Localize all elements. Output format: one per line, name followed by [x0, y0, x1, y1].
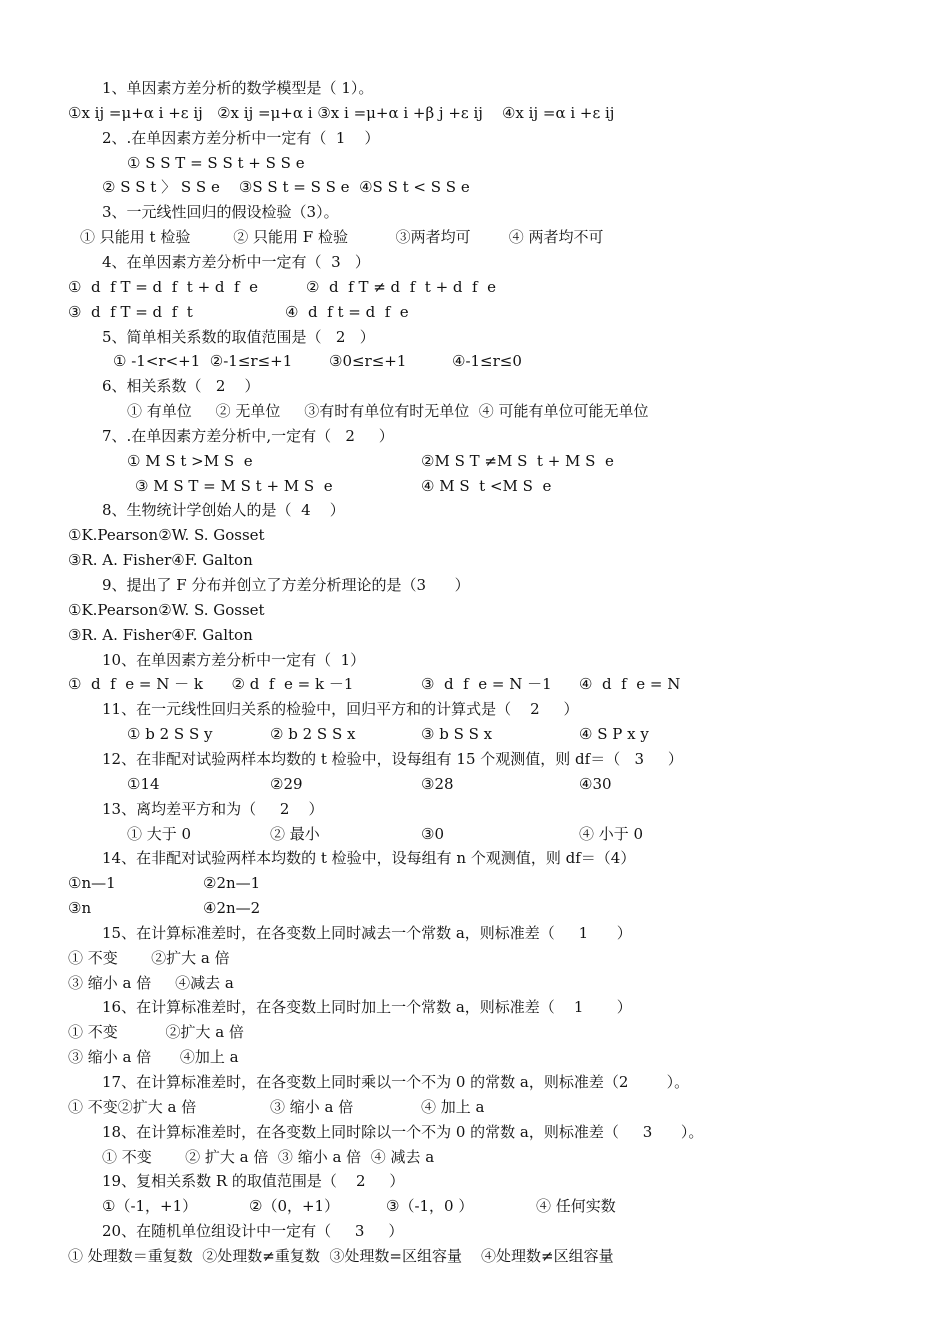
text-line: [0, 349, 950, 373]
text-segment: ④ S P x y: [579, 725, 649, 744]
text-segment: 2、.在单因素方差分析中一定有（ 1 ）: [102, 128, 380, 147]
text-line: [0, 871, 950, 895]
text-line: [0, 1095, 950, 1119]
text-line: [0, 1194, 950, 1218]
text-line: [0, 1045, 950, 1069]
text-segment: 13、离均差平方和为（ 2 ）: [102, 799, 324, 818]
text-segment: ② d f T ≠ d f t + d f e: [306, 277, 497, 296]
text-segment: 20、在随机单位组设计中一定有（ 3 ）: [102, 1222, 404, 1241]
text-line: [0, 325, 950, 349]
text-segment: 10、在单因素方差分析中一定有（ 1）: [102, 650, 366, 669]
text-line: [0, 797, 950, 821]
text-line: [0, 250, 950, 274]
text-line: [0, 498, 950, 522]
text-segment: ① 大于 0: [127, 824, 192, 843]
text-line: [0, 275, 950, 299]
text-line: [0, 399, 950, 423]
text-segment: 5、简单相关系数的取值范围是（ 2 ）: [102, 327, 375, 346]
text-line: [0, 424, 950, 448]
text-segment: ①（-1，+1）: [102, 1197, 198, 1216]
text-line: [0, 225, 950, 249]
text-segment: ② b 2 S S x: [270, 725, 356, 744]
text-segment: ③R. A. Fisher④F. Galton: [68, 625, 253, 644]
text-segment: ① -1<r<+1 ②-1≤r≤+1: [113, 352, 293, 371]
text-segment: ①n—1: [68, 874, 116, 893]
text-segment: ③ M S T = M S t + M S e: [135, 476, 333, 495]
text-segment: 3、一元线性回归的假设检验（3）。: [102, 203, 339, 222]
text-segment: ① 处理数＝重复数 ②处理数≠重复数 ③处理数=区组容量 ④处理数≠区组容量: [68, 1246, 614, 1265]
text-line: [0, 896, 950, 920]
text-line: [0, 971, 950, 995]
text-line: [0, 697, 950, 721]
text-line: [0, 1169, 950, 1193]
text-line: [0, 548, 950, 572]
text-segment: ① 只能用 t 检验 ② 只能用 F 检验 ③两者均可 ④ 两者均不可: [80, 228, 604, 247]
text-segment: ① 不变②扩大 a 倍: [68, 1097, 197, 1116]
text-line: [0, 946, 950, 970]
text-segment: ④ 小于 0: [579, 824, 644, 843]
text-line: [0, 175, 950, 199]
text-segment: 4、在单因素方差分析中一定有（ 3 ）: [102, 252, 370, 271]
text-segment: ③0≤r≤+1: [329, 352, 407, 371]
text-line: [0, 747, 950, 771]
text-line: [0, 300, 950, 324]
text-line: [0, 126, 950, 150]
text-segment: 1、单因素方差分析的数学模型是（ 1）。: [102, 79, 374, 97]
text-line: [0, 598, 950, 622]
text-segment: ④ d f t = d f e: [285, 302, 409, 321]
text-segment: ③R. A. Fisher④F. Galton: [68, 551, 253, 570]
text-line: [0, 474, 950, 498]
text-segment: ③ b S S x: [421, 725, 493, 744]
text-segment: ③ d f T = d f t: [68, 302, 193, 321]
text-segment: ③ 缩小 a 倍 ④减去 a: [68, 973, 234, 992]
text-line: [0, 76, 950, 100]
text-segment: 8、生物统计学创始人的是（ 4 ）: [102, 501, 345, 520]
text-line: [0, 200, 950, 224]
text-line: [0, 1145, 950, 1169]
text-segment: ④ M S t <M S e: [421, 476, 552, 495]
text-segment: ② 最小: [270, 824, 320, 843]
text-segment: ① M S t >M S e: [127, 451, 253, 470]
text-segment: ④30: [579, 774, 612, 793]
text-segment: ③28: [421, 774, 454, 793]
text-segment: ③n: [68, 899, 92, 918]
text-segment: ④-1≤r≤0: [452, 352, 522, 371]
text-segment: ① 有单位 ② 无单位 ③有时有单位有时无单位 ④ 可能有单位可能无单位: [127, 402, 649, 421]
text-line: [0, 722, 950, 746]
text-line: [0, 1219, 950, 1243]
text-segment: ① 不变 ②扩大 a 倍: [68, 1023, 244, 1042]
text-line: [0, 672, 950, 696]
text-segment: ③ 缩小 a 倍 ④加上 a: [68, 1048, 239, 1067]
text-line: [0, 374, 950, 398]
text-segment: 7、.在单因素方差分析中,一定有（ 2 ）: [102, 426, 394, 445]
text-segment: ① S S T = S S t + S S e: [127, 153, 305, 172]
text-segment: 9、提出了 F 分布并创立了方差分析理论的是（3 ）: [102, 576, 470, 594]
text-line: [0, 846, 950, 870]
text-segment: 17、在计算标准差时，在各变数上同时乘以一个不为 0 的常数 a，则标准差（2 ）。: [102, 1073, 690, 1091]
text-segment: 19、复相关系数 R 的取值范围是（ 2 ）: [102, 1172, 405, 1191]
text-segment: ④ 加上 a: [421, 1097, 485, 1116]
text-segment: ①x ij =μ+α i +ε ij ②x ij =μ+α i ③x i =μ+α i +β j +ε ij ④x ij =α i +ε ij: [68, 103, 615, 122]
text-segment: 15、在计算标准差时，在各变数上同时减去一个常数 a，则标准差（ 1 ）: [102, 923, 632, 942]
text-segment: ②2n—1: [203, 874, 261, 893]
text-segment: ③ d f e = N －1: [421, 675, 552, 694]
text-line: [0, 1120, 950, 1144]
text-segment: 18、在计算标准差时，在各变数上同时除以一个不为 0 的常数 a，则标准差（ 3 ）。: [102, 1122, 704, 1141]
text-segment: ④ d f e = N: [579, 675, 681, 694]
text-line: [0, 772, 950, 796]
text-line: [0, 523, 950, 547]
text-segment: 14、在非配对试验两样本均数的 t 检验中，设每组有 n 个观测值，则 df＝（4）: [102, 849, 636, 868]
text-segment: ②（0，+1）: [249, 1197, 340, 1216]
text-segment: ① d f e = N － k ② d f e = k －1: [68, 675, 354, 694]
text-segment: 6、相关系数（ 2 ）: [102, 377, 260, 396]
text-line: [0, 151, 950, 175]
text-line: [0, 573, 950, 597]
text-line: [0, 101, 950, 125]
text-line: [0, 995, 950, 1019]
text-segment: 16、在计算标准差时，在各变数上同时加上一个常数 a，则标准差（ 1 ）: [102, 998, 632, 1017]
text-segment: ③0: [421, 824, 444, 843]
text-segment: ②29: [270, 774, 303, 793]
text-line: [0, 1244, 950, 1268]
text-segment: 12、在非配对试验两样本均数的 t 检验中，设每组有 15 个观测值，则 df＝（ 3 ）: [102, 749, 683, 768]
text-segment: ①K.Pearson②W. S. Gosset: [68, 526, 265, 545]
text-segment: ①K.Pearson②W. S. Gosset: [68, 600, 265, 619]
text-segment: ① b 2 S S y: [127, 725, 213, 744]
text-segment: ④ 任何实数: [536, 1197, 616, 1216]
text-segment: ② S S t 〉 S S e ③S S t = S S e ④S S t < S S e: [102, 178, 470, 197]
text-segment: 11、在一元线性回归关系的检验中，回归平方和的计算式是（ 2 ）: [102, 700, 579, 719]
text-segment: ① 不变 ② 扩大 a 倍 ③ 缩小 a 倍 ④ 减去 a: [102, 1147, 435, 1166]
text-segment: ②M S T ≠M S t + M S e: [421, 451, 614, 470]
text-segment: ①14: [127, 774, 160, 793]
text-segment: ③（-1，0 ）: [386, 1197, 474, 1216]
text-line: [0, 921, 950, 945]
text-line: [0, 1070, 950, 1094]
text-line: [0, 648, 950, 672]
text-segment: ① d f T = d f t + d f e: [68, 277, 259, 296]
text-segment: ④2n—2: [203, 899, 261, 918]
text-segment: ③ 缩小 a 倍: [270, 1097, 354, 1116]
text-segment: ① 不变 ②扩大 a 倍: [68, 948, 230, 967]
text-line: [0, 449, 950, 473]
text-line: [0, 822, 950, 846]
text-line: [0, 1020, 950, 1044]
text-line: [0, 623, 950, 647]
